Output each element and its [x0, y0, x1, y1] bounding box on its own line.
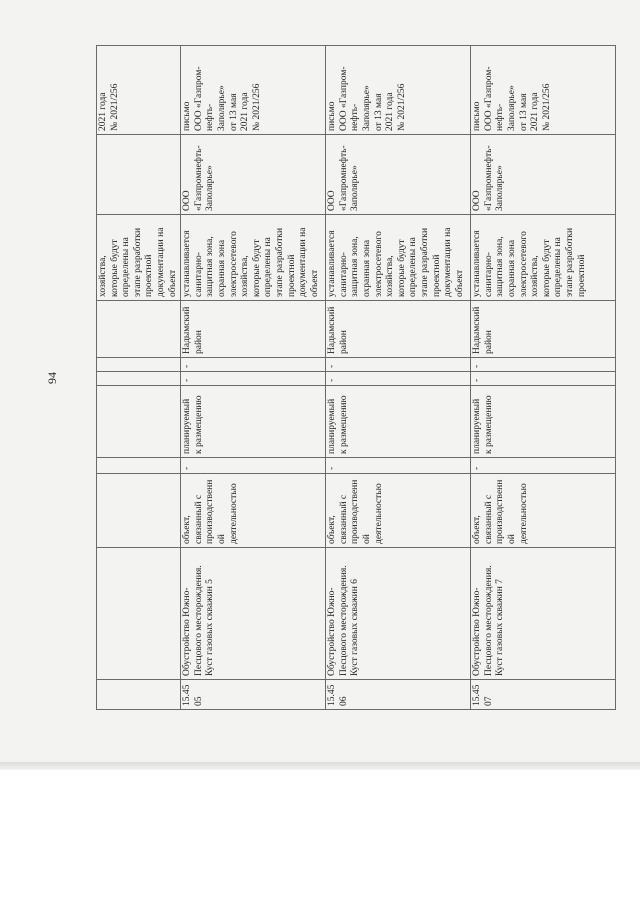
cell-dash: -: [326, 358, 471, 372]
rotated-table-container: [96, 46, 608, 710]
cell-district: [97, 301, 181, 358]
cell-reference: 2021 года № 2021/256: [97, 46, 181, 135]
cell-id: [97, 680, 181, 710]
cell-dash: -: [326, 458, 471, 474]
cell-dash: -: [326, 372, 471, 386]
cell-dash: -: [471, 372, 616, 386]
cell-status: [97, 386, 181, 458]
cell-dash: -: [471, 358, 616, 372]
cell-condition: устанавливается санитарно- защитная зона, охранная зона электросетевого хозяйства, которые будут определены на этапе разработки проектной документации на объект: [181, 215, 326, 301]
cell-district: Надымский район: [181, 301, 326, 358]
cell-type: [97, 474, 181, 548]
cell-reference: письмо ООО «Газпром- нефть- Заполярье» от 13 мая 2021 года № 2021/256: [181, 46, 326, 135]
cell-dash: [97, 358, 181, 372]
cell-type: объект, связанный с производственной деятельностью: [181, 474, 326, 548]
cell-name: Обустройство Южно- Песцового месторождения. Куст газовых скважин 7: [471, 548, 616, 680]
cell-reference: письмо ООО «Газпром- нефть- Заполярье» от 13 мая 2021 года № 2021/256: [326, 46, 471, 135]
cell-reference: письмо ООО «Газпром- нефть- Заполярье» от 13 мая 2021 года № 2021/256: [471, 46, 616, 135]
objects-table: [96, 45, 616, 710]
page-number: 94: [45, 372, 59, 384]
cell-type: объект, связанный с производственной деятельностью: [471, 474, 616, 548]
cell-district: Надымский район: [326, 301, 471, 358]
cell-organization: [97, 135, 181, 215]
cell-dash: -: [181, 358, 326, 372]
cell-organization: ООО «Газпромнефть- Заполярье»: [181, 135, 326, 215]
cell-organization: ООО «Газпромнефть- Заполярье»: [326, 135, 471, 215]
cell-dash: [97, 372, 181, 386]
cell-district: Надымский район: [471, 301, 616, 358]
cell-condition: устанавливается санитарно- защитная зона, охранная зона электросетевого хозяйства, которые будут определены на этапе разработки проектной: [471, 215, 616, 301]
cell-name: [97, 548, 181, 680]
table-row: [471, 46, 616, 710]
table-row-continuation: [97, 46, 181, 710]
cell-dash: -: [181, 458, 326, 474]
cell-dash: [97, 458, 181, 474]
cell-name: Обустройство Южно- Песцового месторождения. Куст газовых скважин 5: [181, 548, 326, 680]
cell-dash: -: [471, 458, 616, 474]
cell-status: планируемый к размещению: [326, 386, 471, 458]
cell-id: 15.4506: [326, 680, 471, 710]
scan-bottom-edge: [0, 762, 640, 770]
table-row: [326, 46, 471, 710]
cell-dash: -: [181, 372, 326, 386]
cell-organization: ООО «Газпромнефть- Заполярье»: [471, 135, 616, 215]
cell-type: объект, связанный с производственной деятельностью: [326, 474, 471, 548]
cell-status: планируемый к размещению: [471, 386, 616, 458]
cell-condition: хозяйства, которые будут определены на этапе разработки проектной документации на объект: [97, 215, 181, 301]
cell-condition: устанавливается санитарно- защитная зона, охранная зона электросетевого хозяйства, которые будут определены на этапе разработки проектной документации на объект: [326, 215, 471, 301]
cell-id: 15.4505: [181, 680, 326, 710]
table-row: [181, 46, 326, 710]
cell-id: 15.4507: [471, 680, 616, 710]
cell-status: планируемый к размещению: [181, 386, 326, 458]
cell-name: Обустройство Южно- Песцового месторождения. Куст газовых скважин 6: [326, 548, 471, 680]
